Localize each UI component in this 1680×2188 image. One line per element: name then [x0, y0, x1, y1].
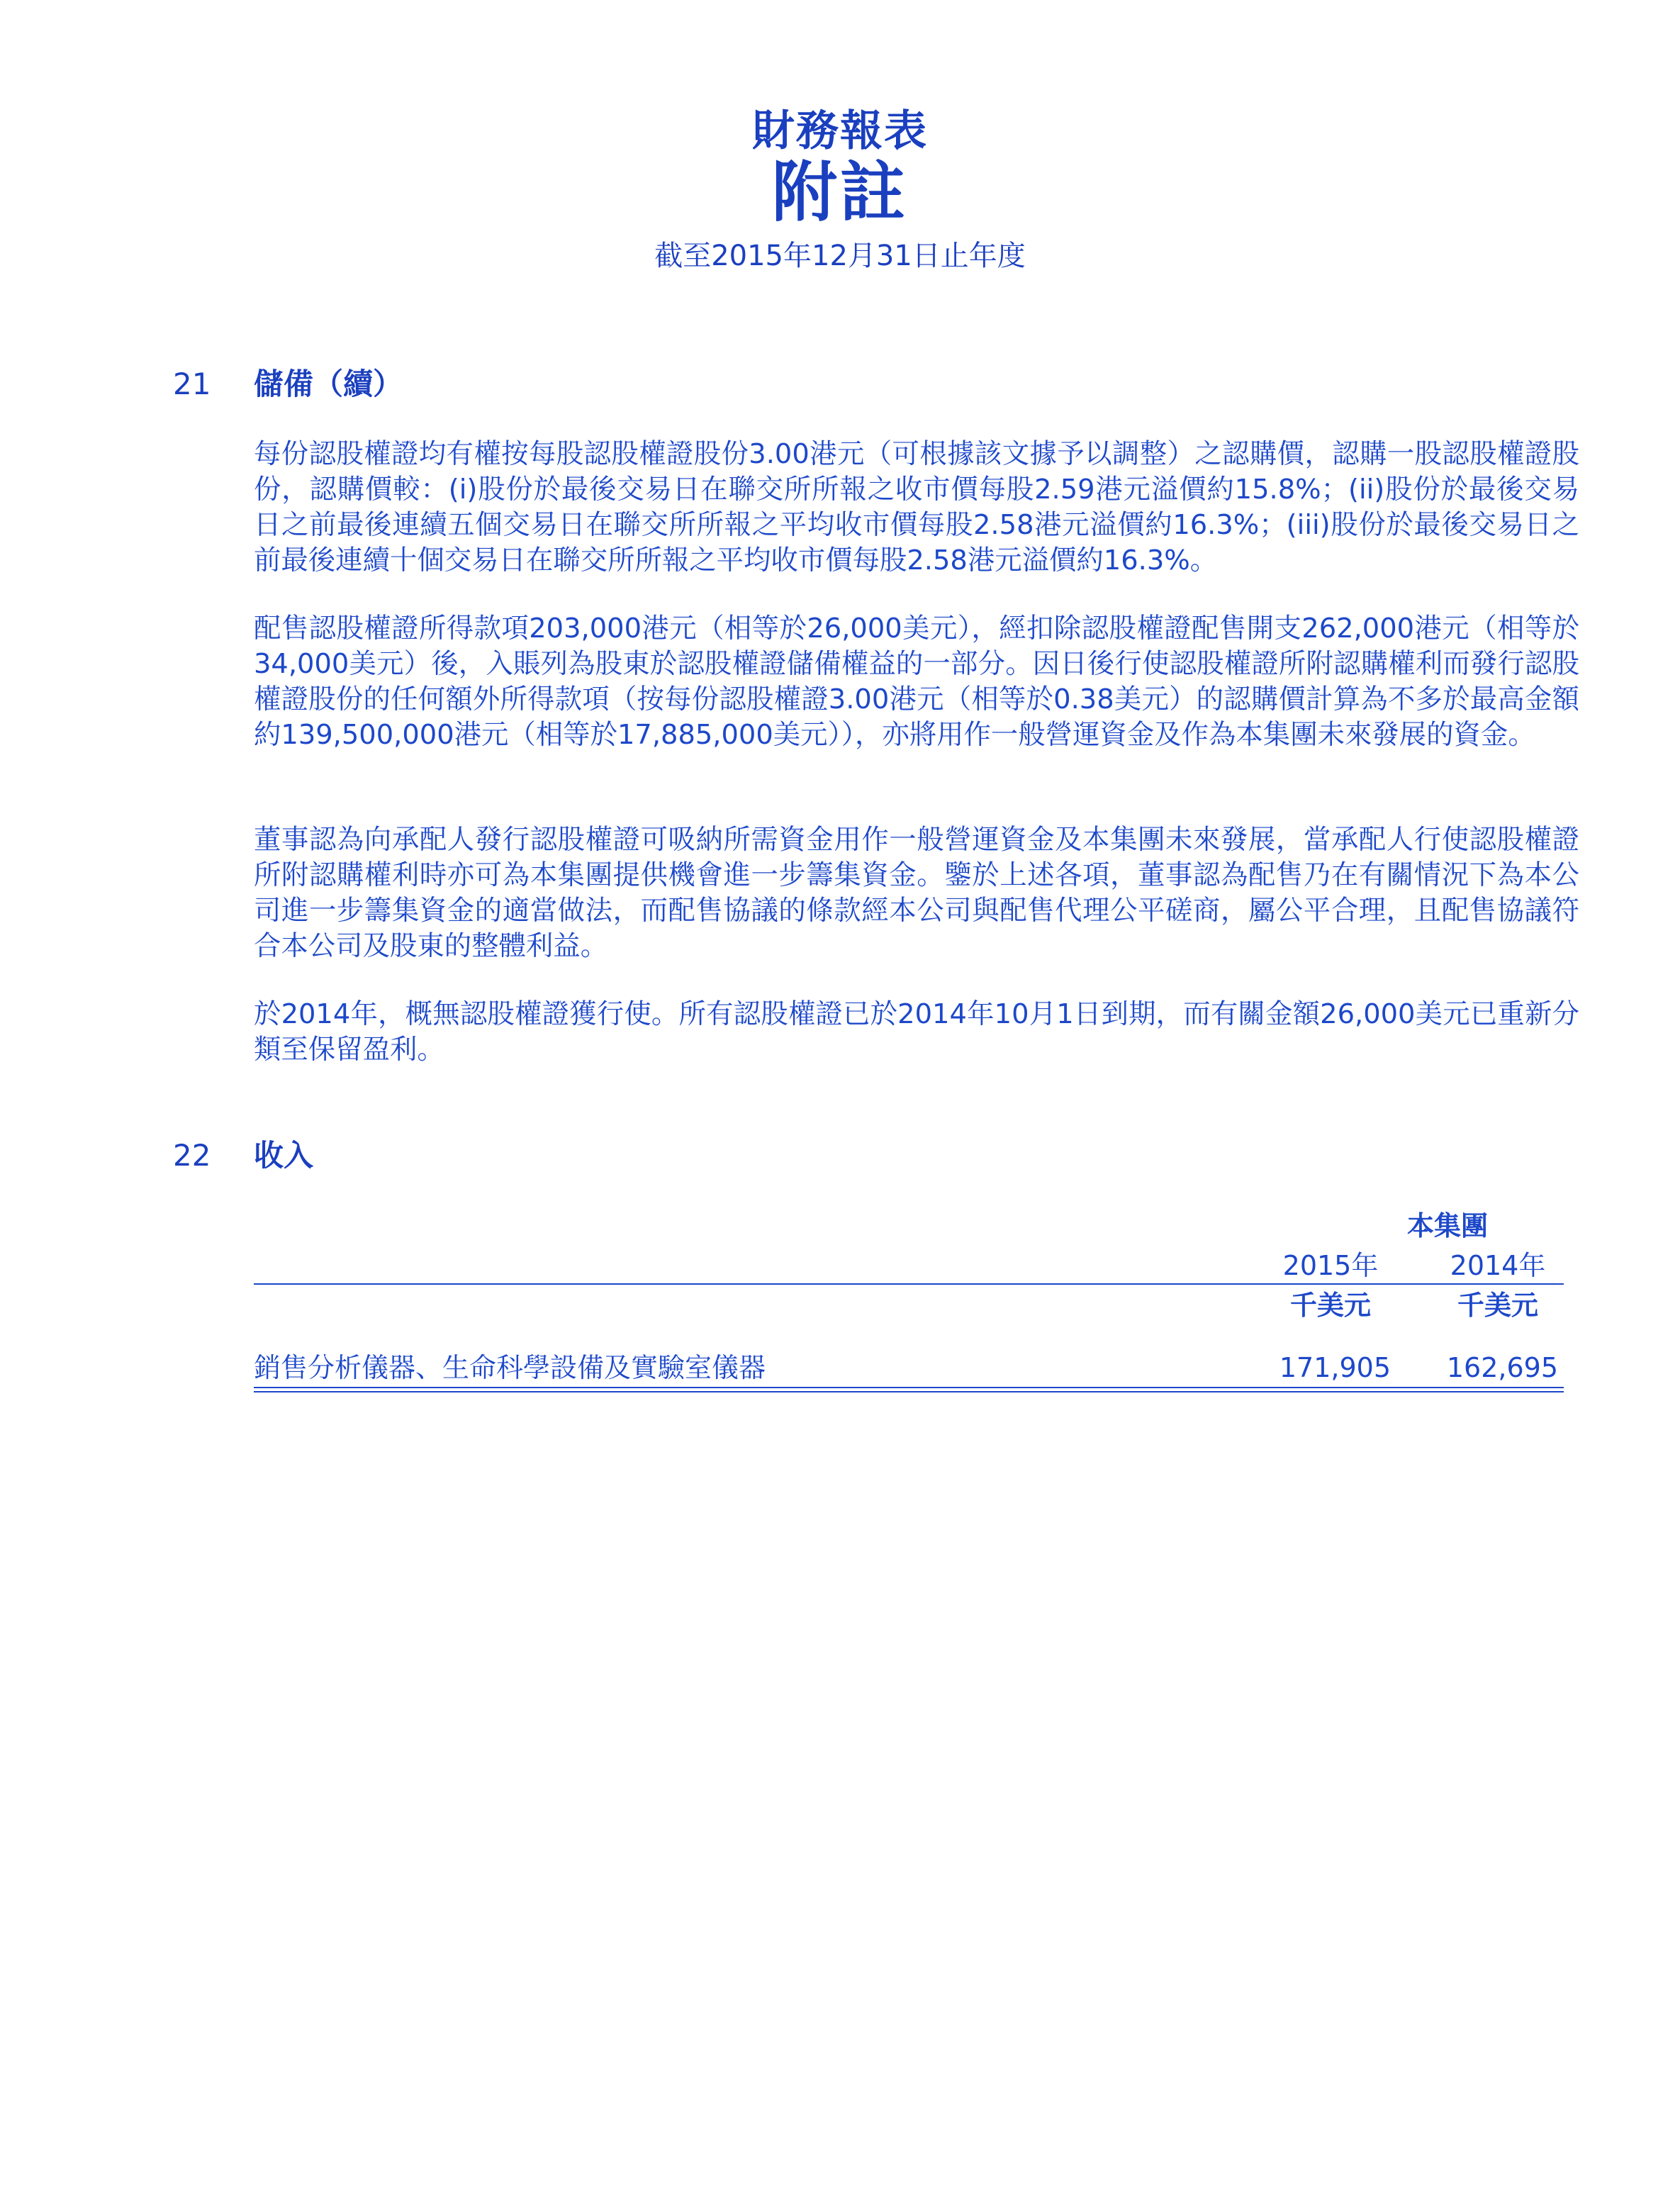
column-unit-2015: 千美元	[1289, 1290, 1371, 1321]
notes-title: 附註	[771, 155, 908, 230]
section-21-number: 21	[173, 367, 211, 401]
section-22-number: 22	[173, 1138, 211, 1173]
section-21-heading	[173, 366, 403, 403]
section-21-paragraph-4: 於2014年，概無認股權證獲行使。所有認股權證已於2014年10月1日到期，而有關金額26,000美元已重新分類至保留盈利。	[254, 998, 1579, 1066]
page-header	[0, 106, 1680, 274]
section-22-heading	[173, 1137, 313, 1174]
table-row-value-2015: 171,905	[1279, 1352, 1391, 1383]
group-column-label: 本集團	[1406, 1210, 1488, 1241]
period-subtitle: 截至2015年12月31日止年度	[654, 240, 1026, 272]
report-title: 財務報表	[752, 106, 928, 156]
table-row-value-2014: 162,695	[1446, 1352, 1558, 1383]
column-year-2015: 2015年	[1282, 1250, 1379, 1281]
table-header-rule	[254, 1283, 1564, 1285]
table-total-rule-upper	[254, 1387, 1564, 1388]
section-21-title: 儲備（續）	[254, 367, 403, 401]
section-21-paragraph-3: 董事認為向承配人發行認股權證可吸納所需資金用作一般營運資金及本集團未來發展，當承配人行使認股權證所附認購權利時亦可為本集團提供機會進一步籌集資金。鑒於上述各項，董事認為配售乃在有關情況下為本公司進一步籌集資金的適當做法，而配售協議的條款經本公司與配售代理公平磋商，屬公平合理，且配售協議符合本公司及股東的整體利益。	[254, 824, 1579, 962]
table-total-rule-lower	[254, 1391, 1564, 1392]
section-21-paragraph-1: 每份認股權證均有權按每股認股權證股份3.00港元（可根據該文據予以調整）之認購價，認購一股認股權證股份，認購價較：(i)股份於最後交易日在聯交所所報之收市價每股2.59港元溢價約15.8%；(ii)股份於最後交易日之前最後連續五個交易日在聯交所所報之平均收市價每股2.58港元溢價約16.3%；(iii)股份於最後交易日之前最後連續十個交易日在聯交所所報之平均收市價每股2.58港元溢價約16.3%。	[254, 438, 1579, 576]
table-row-label: 銷售分析儀器、生命科學設備及實驗室儀器	[254, 1352, 766, 1383]
column-unit-2014: 千美元	[1457, 1290, 1538, 1321]
section-21-paragraph-2: 配售認股權證所得款項203,000港元（相等於26,000美元），經扣除認股權證配售開支262,000港元（相等於34,000美元）後，入賬列為股東於認股權證儲備權益的一部分。因日後行使認股權證所附認購權利而發行認股權證股份的任何額外所得款項（按每份認股權證3.00港元（相等於0.38美元）的認購價計算為不多於最高金額約139,500,000港元（相等於17,885,000美元）），亦將用作一般營運資金及作為本集團未來發展的資金。	[254, 613, 1579, 751]
column-year-2014: 2014年	[1450, 1250, 1546, 1281]
section-22-title: 收入	[254, 1138, 314, 1173]
